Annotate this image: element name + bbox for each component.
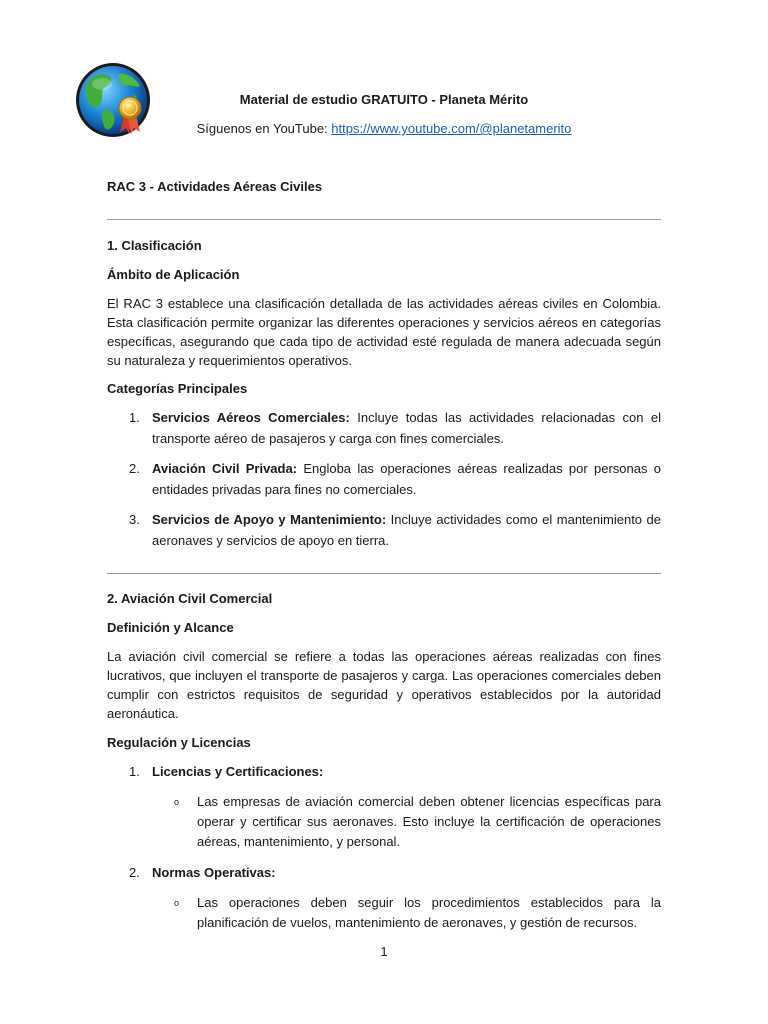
- header-title: Material de estudio GRATUITO - Planeta Mérito: [239, 92, 529, 107]
- list-item: [107, 509, 661, 551]
- list-number: 2.: [129, 865, 140, 880]
- list-number: 3.: [129, 512, 140, 527]
- list-item-term: Aviación Civil Privada:: [152, 461, 298, 476]
- list-item-term: Servicios Aéreos Comerciales:: [152, 410, 350, 425]
- list-item: [107, 458, 661, 500]
- section1-subheading-scope: Ámbito de Aplicación: [107, 267, 240, 282]
- list-item-text: Incluye todas las actividades relacionadas con el transporte aéreo de pasajeros y carga con fines comerciales.: [152, 410, 661, 446]
- section-divider: [107, 219, 661, 220]
- section2-heading: 2. Aviación Civil Comercial: [107, 591, 273, 606]
- page-number: 1: [380, 944, 388, 959]
- section1-paragraph: El RAC 3 establece una clasificación detallada de las actividades aéreas civiles en Colombia. Esta clasificación permite organizar las diferentes operaciones y servicios aéreos en categorías específicas, asegurando que cada tipo de actividad esté regulada de manera adecuada según su naturaleza y requerimientos operativos.: [107, 296, 661, 368]
- section1-heading: 1. Clasificación: [107, 238, 202, 253]
- list-number: 1.: [129, 410, 140, 425]
- list-item: [107, 407, 661, 449]
- list-item-text: Incluye actividades como el mantenimiento de aeronaves y servicios de apoyo en tierra.: [152, 512, 661, 548]
- sub-list-item: [107, 893, 661, 933]
- header-follow-line: [0, 121, 768, 136]
- section-divider: [107, 573, 661, 574]
- list-number: 1.: [129, 764, 140, 779]
- list-item: [107, 862, 661, 883]
- section2-subheading-regulation: Regulación y Licencias: [107, 735, 251, 750]
- list-item-term: Servicios de Apoyo y Mantenimiento:: [152, 512, 387, 527]
- list-item: [107, 761, 661, 782]
- sub-list-item: [107, 792, 661, 852]
- section2-subheading-definition: Definición y Alcance: [107, 620, 234, 635]
- section2-paragraph: La aviación civil comercial se refiere a todas las operaciones aéreas realizadas con fines lucrativos, que incluyen el transporte de pasajeros y carga. Las operaciones comerciales deben cumplir con estrictos requisitos de seguridad y operativos establecidos por la autoridad aeronáutica.: [107, 649, 661, 721]
- sub-list-text: Las empresas de aviación comercial deben obtener licencias específicas para operar y certificar sus aeronaves. Esto incluye la certificación de operaciones aéreas, mantenimiento, y personal.: [197, 794, 661, 849]
- sub-list-text: Las operaciones deben seguir los procedimientos establecidos para la planificación de vuelos, mantenimiento de aeronaves, y gestión de recursos.: [197, 895, 661, 930]
- section1-subheading-categories: Categorías Principales: [107, 381, 248, 396]
- list-item-term: Licencias y Certificaciones:: [152, 764, 324, 779]
- list-number: 2.: [129, 461, 140, 476]
- bullet-marker: o: [174, 898, 180, 908]
- follow-prefix: Síguenos en YouTube:: [196, 121, 332, 136]
- bullet-marker: o: [174, 797, 180, 807]
- list-item-term: Normas Operativas:: [152, 865, 276, 880]
- youtube-link[interactable]: https://www.youtube.com/@planetamerito: [331, 121, 572, 136]
- document-title: RAC 3 - Actividades Aéreas Civiles: [107, 179, 323, 194]
- list-item-text: Engloba las operaciones aéreas realizadas por personas o entidades privadas para fines no comerciales.: [152, 461, 661, 497]
